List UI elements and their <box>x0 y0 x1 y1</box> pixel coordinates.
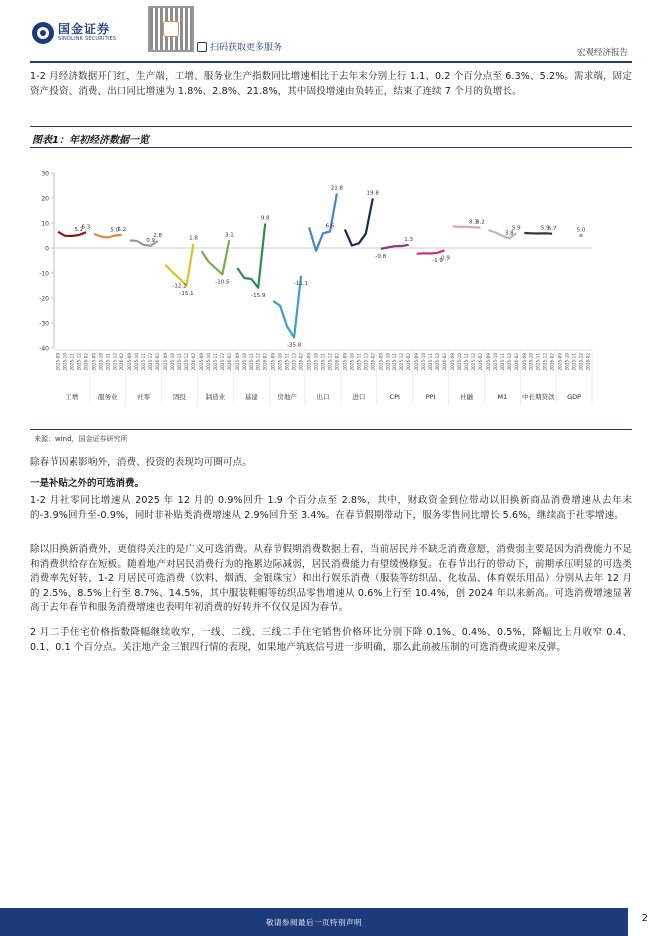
x-tick-label: 2025-12 <box>291 353 297 371</box>
x-tick-label: 2026-02 <box>334 353 340 371</box>
x-tick-label: 2026-02 <box>549 353 555 371</box>
company-logo <box>32 22 116 44</box>
x-tick-label: 2025-11 <box>571 353 577 371</box>
page-number: 2 <box>641 913 648 924</box>
x-tick-label: 2025-11 <box>463 353 469 371</box>
group-label: 工增 <box>65 393 79 401</box>
x-tick-label: 2026-02 <box>585 353 591 371</box>
data-label: -35.8 <box>286 342 302 349</box>
x-tick-label: 2025-11 <box>105 353 111 371</box>
x-tick-label: 2026-02 <box>83 353 89 371</box>
x-tick-label: 2025-10 <box>98 353 104 371</box>
x-tick-label: 2025-11 <box>69 353 75 371</box>
data-label: -15.9 <box>251 292 266 299</box>
x-tick-label: 2025-10 <box>349 353 355 371</box>
group-label: 社融 <box>459 393 473 401</box>
x-tick-label: 2026-02 <box>298 353 304 371</box>
x-tick-label: 2025-11 <box>428 353 434 371</box>
x-tick-label: 2025-09 <box>521 353 527 371</box>
x-tick-label: 2025-10 <box>528 353 534 371</box>
x-tick-label: 2025-09 <box>414 353 420 371</box>
x-tick-label: 2025-12 <box>506 353 512 371</box>
x-tick-label: 2025-11 <box>248 353 254 371</box>
economic-data-chart <box>30 158 632 428</box>
x-tick-label: 2026-02 <box>513 353 519 371</box>
data-label: 3.1 <box>224 232 234 239</box>
group-label: 固投 <box>173 393 187 401</box>
data-label: -1.9 <box>432 257 443 264</box>
x-tick-label: 2025-11 <box>320 353 326 371</box>
data-label: 5.0 <box>110 227 120 234</box>
data-label: 5.7 <box>547 225 557 232</box>
data-label: 5.2 <box>74 227 84 233</box>
scan-icon <box>197 42 207 52</box>
group-label: CPI <box>389 393 400 401</box>
x-tick-label: 2026-02 <box>119 353 125 371</box>
paragraph-housing: 2 月二手住宅价格指数降幅继续收窄，一线、二线、三线二手住宅销售价格环比分别下降 0.1%、0.4%、0.5%，降幅比上月收窄 0.4、0.1、0.1 个百分点。关注地产金三银四行情的表现，如果地产筑底信号进一步明确，那么此前被压制的可选消费或迎来反弹。 <box>30 627 632 653</box>
group-label: 进口 <box>352 393 366 401</box>
series-line-10 <box>417 250 445 254</box>
data-label: 21.8 <box>330 185 344 192</box>
x-tick-label: 2025-10 <box>421 353 427 371</box>
series-point-14 <box>579 234 583 238</box>
chart-svg <box>30 158 632 428</box>
x-tick-label: 2025-12 <box>148 353 154 371</box>
x-tick-label: 2026-02 <box>406 353 412 371</box>
data-label: 5.9 <box>511 225 521 232</box>
scan-prompt: 扫码获取更多服务 <box>210 43 283 53</box>
data-label: 0.9 <box>146 237 156 244</box>
x-tick-label: 2025-10 <box>205 353 211 371</box>
group-label: 基建 <box>244 393 258 401</box>
logo-name-cn: 国金证券 <box>58 22 111 36</box>
group-label: PPI <box>425 393 436 401</box>
series-line-3 <box>166 244 194 286</box>
data-label: 9.8 <box>260 215 270 222</box>
data-label: 3.8 <box>504 230 514 237</box>
figure-title-bar <box>30 126 632 148</box>
header-divider <box>30 61 632 63</box>
x-tick-label: 2025-12 <box>399 353 405 371</box>
series-line-4 <box>202 240 230 274</box>
data-label: 6.6 <box>325 223 335 230</box>
data-label: 8.2 <box>476 219 485 226</box>
x-tick-label: 2025-09 <box>163 353 169 371</box>
logo-name-en: SINOLINK SECURITIES <box>58 36 117 42</box>
intro-paragraph: 1-2 月经济数据开门红，生产端，工增、服务业生产指数同比增速相比于去年末分别上行 1.1、0.2 个百分点至 6.3%、5.2%。需求端，固定资产投资、消费、出口同比增速为 1.8%、2.8%、21.8%，其中固投增速由负转正，结束了连续 7 个月的负增长。 <box>30 71 632 97</box>
figure-source: 来源：wind，国金证券研究所 <box>34 435 128 443</box>
logo-mark-icon <box>32 22 54 44</box>
x-tick-label: 2025-12 <box>327 353 333 371</box>
series-line-7 <box>309 194 337 251</box>
group-label: 中长期贷款 <box>521 393 555 401</box>
x-tick-label: 2025-09 <box>55 353 61 371</box>
footer-disclaimer[interactable]: 敬请参阅最后一页特别声明 <box>266 918 362 927</box>
x-tick-label: 2025-09 <box>342 353 348 371</box>
data-label: -10.5 <box>215 279 230 286</box>
x-tick-label: 2025-12 <box>470 353 476 371</box>
data-label: 6.3 <box>81 224 91 231</box>
x-tick-label: 2025-09 <box>234 353 240 371</box>
x-tick-label: 2025-09 <box>270 353 276 371</box>
y-tick-label: -20 <box>39 295 49 303</box>
x-tick-label: 2025-12 <box>219 353 225 371</box>
x-tick-label: 2025-10 <box>241 353 247 371</box>
data-label: 5.0 <box>576 227 586 234</box>
x-tick-label: 2026-02 <box>226 353 232 371</box>
data-label: 2.8 <box>153 233 162 239</box>
y-tick-label: 10 <box>41 220 49 228</box>
y-tick-label: 20 <box>41 195 49 203</box>
x-tick-label: 2026-02 <box>370 353 376 371</box>
y-tick-label: -10 <box>39 270 49 278</box>
y-tick-label: 0 <box>45 245 49 253</box>
x-tick-label: 2025-11 <box>177 353 183 371</box>
report-type-label: 宏观经济报告 <box>576 48 628 58</box>
x-tick-label: 2025-09 <box>485 353 491 371</box>
x-tick-label: 2025-10 <box>277 353 283 371</box>
group-label: 房地产 <box>277 393 297 401</box>
y-tick-label: -30 <box>39 320 49 328</box>
x-tick-label: 2025-09 <box>378 353 384 371</box>
x-tick-label: 2025-09 <box>127 353 133 371</box>
after-chart-paragraph: 除春节因素影响外，消费、投资的表现均可圈可点。 <box>30 457 252 468</box>
data-label: -0.8 <box>375 253 387 260</box>
x-tick-label: 2025-10 <box>564 353 570 371</box>
x-tick-label: 2025-12 <box>76 353 82 371</box>
data-label: 1.3 <box>404 236 414 243</box>
group-label: GDP <box>567 393 582 401</box>
x-tick-label: 2025-10 <box>385 353 391 371</box>
group-label: 社零 <box>137 393 151 401</box>
x-tick-label: 2025-09 <box>557 353 563 371</box>
data-label: -15.1 <box>179 290 194 297</box>
paragraph-retail: 1-2 月社零同比增速从 2025 年 12 月的 0.9%回升 1.9 个百分点至 2.8%，其中，财政资金到位带动以旧换新商品消费增速从去年末的-3.9%回升至-0.9%，同时非补贴类消费增速从 2.9%回升至 3.4%。在春节假期带动下，服务零售同比增长 5.6%，继续高于社零增速。 <box>30 495 632 521</box>
series-line-5 <box>237 224 265 288</box>
data-label: 5.2 <box>117 227 127 233</box>
data-label: 8.3 <box>469 219 478 226</box>
series-line-13 <box>524 233 552 234</box>
x-tick-label: 2025-12 <box>435 353 441 371</box>
x-tick-label: 2025-10 <box>457 353 462 371</box>
x-tick-label: 2026-02 <box>442 353 448 371</box>
x-tick-label: 2025-11 <box>535 353 541 371</box>
x-tick-label: 2025-09 <box>198 353 204 371</box>
x-tick-label: 2025-10 <box>313 353 319 371</box>
source-divider <box>30 429 632 430</box>
section-heading: 一是补贴之外的可选消费。 <box>30 478 145 489</box>
paragraph-optional-consumption: 除以旧换新消费外，更值得关注的是广义可选消费。从春节假期消费数据上看，当前居民并不缺乏消费意愿，消费弱主要是因为消费能力不足和消费供给存在短板。随着地产对居民消费行为的拖累边际减弱，居民消费能力有望缓慢修复。在春节出行的带动下，前期承压明显的可选类消费率先好转，1-2 月居民可选消费（饮料、烟酒、金银珠宝）和出行娱乐消费（服装等纺织品、化妆品、体育娱乐用品）分别从去年 12 月的 2.5%、8.5%上行至 8.7%、14.5%，其中服装鞋帽等纺织品零售增速从 0.6%上行至 10.4%，创 2024 年以来新高。可选消费增速显著高于去年春节和服务消费增速也表明年初消费的好转并不仅仅是因为春节。 <box>30 544 632 613</box>
group-label: 制造业 <box>205 393 226 401</box>
x-tick-label: 2025-12 <box>578 353 584 371</box>
data-label: 5.9 <box>540 225 550 232</box>
x-tick-label: 2026-02 <box>477 353 483 371</box>
data-label: -11.1 <box>293 280 309 287</box>
qr-center-logo-icon <box>163 21 179 37</box>
series-line-11 <box>453 226 481 227</box>
x-tick-label: 2025-09 <box>91 353 97 371</box>
data-label: 19.8 <box>366 190 379 197</box>
page-header <box>0 0 662 62</box>
group-label: M1 <box>497 393 508 401</box>
x-tick-label: 2025-10 <box>62 353 68 371</box>
x-tick-label: 2025-10 <box>170 353 176 371</box>
data-label: -12.2 <box>172 283 187 290</box>
series-line-8 <box>345 199 373 246</box>
x-tick-label: 2026-02 <box>190 353 196 371</box>
y-tick-label: -40 <box>39 345 49 353</box>
x-tick-label: 2025-10 <box>492 353 498 371</box>
x-tick-label: 2026-02 <box>155 353 161 371</box>
x-tick-label: 2025-11 <box>499 353 505 371</box>
x-tick-label: 2025-09 <box>450 353 456 371</box>
x-tick-label: 2026-02 <box>262 353 268 371</box>
group-label: 服务业 <box>98 393 118 401</box>
x-tick-label: 2025-09 <box>306 353 312 371</box>
data-label: -0.9 <box>439 255 450 262</box>
x-tick-label: 2025-11 <box>356 353 362 371</box>
x-tick-label: 2025-11 <box>284 353 290 371</box>
x-tick-label: 2025-12 <box>184 353 189 371</box>
x-tick-label: 2025-11 <box>141 353 147 371</box>
figure-title: 图表1：年初经济数据一览 <box>32 135 149 146</box>
x-tick-label: 2025-11 <box>212 353 218 371</box>
x-tick-label: 2025-11 <box>392 353 398 371</box>
x-tick-label: 2025-12 <box>363 353 369 371</box>
x-tick-label: 2025-12 <box>542 353 548 371</box>
x-tick-label: 2025-10 <box>134 353 140 371</box>
series-line-1 <box>94 234 122 238</box>
y-tick-label: 30 <box>41 170 49 178</box>
group-label: 出口 <box>316 393 330 401</box>
x-tick-label: 2025-12 <box>255 353 261 371</box>
data-label: 1.8 <box>189 235 198 242</box>
x-tick-label: 2025-12 <box>112 353 118 371</box>
